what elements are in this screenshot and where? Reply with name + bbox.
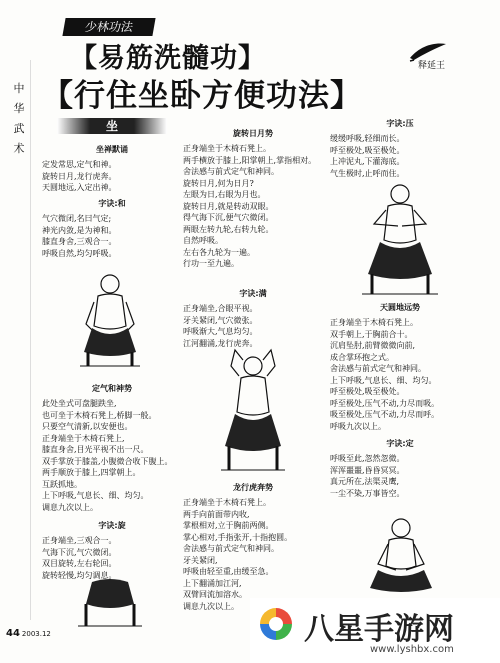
text-line: 调息九次以上。 bbox=[42, 502, 98, 512]
text-line: 膝直身舍,目光平视不出一尺。 bbox=[42, 445, 149, 454]
text-line: 调息九次以上。 bbox=[183, 601, 239, 611]
text-line: 两眼左转九轮,右转九轮。 bbox=[183, 224, 274, 234]
seated-figure-illustration bbox=[70, 576, 150, 628]
page-number bbox=[6, 628, 51, 639]
text-line: 舍法感与前式定气和神同。 bbox=[183, 544, 279, 553]
seated-figure-meditation-illustration bbox=[356, 514, 446, 594]
text-line: 神光内敛,是为神和。 bbox=[42, 225, 117, 235]
text-line: 双臂回流加溶水。 bbox=[183, 590, 247, 599]
text-line: 此处坐式可盘腿跌坐, bbox=[42, 399, 117, 408]
text-line: 旋转日月,何为日月? bbox=[183, 178, 254, 188]
block-heading: 坐禅默诵 bbox=[96, 145, 128, 154]
text-line: 自然呼吸。 bbox=[183, 236, 223, 245]
text-line: 两手横放于膝上,阳掌朝上,掌指相对。 bbox=[183, 155, 317, 165]
column-1 bbox=[42, 118, 182, 580]
block-heading: 字诀:旋 bbox=[98, 521, 126, 530]
text-line: 互跃抓地。 bbox=[42, 479, 82, 489]
text-line: 正身端坐于木椅石凳上。 bbox=[183, 498, 271, 507]
section-banner-sit: 坐 bbox=[57, 118, 167, 134]
text-line: 旋转日月,龙行虎奔。 bbox=[42, 171, 117, 181]
text-line: 两手顺放于膝上,四掌朝上。 bbox=[42, 468, 141, 477]
margin-glyph: 华 bbox=[13, 102, 25, 115]
text-line: 气生极时,止呼而住。 bbox=[330, 168, 405, 178]
text-line: 旋转日月,就是转动双眼。 bbox=[183, 201, 274, 211]
text-line: 舍法感与前式定气和神同。 bbox=[330, 364, 426, 373]
text-line: 左眼为日,右眼为月也。 bbox=[183, 190, 266, 199]
block-heading: 旋转日月势 bbox=[233, 129, 273, 138]
text-line: 两手向前面带内收, bbox=[183, 509, 250, 519]
margin-glyph: 中 bbox=[13, 82, 25, 95]
seated-figure-palms-together-illustration bbox=[352, 178, 448, 298]
text-line: 浑浑噩噩,昏昏冥冥。 bbox=[330, 465, 405, 475]
margin-glyph: 武 bbox=[13, 122, 25, 135]
site-logo-icon bbox=[256, 604, 296, 644]
block-heading: 字诀:定 bbox=[386, 439, 414, 448]
text-line: 得气海下沉,便气穴微闭。 bbox=[183, 213, 274, 222]
text-line: 定发常思,定气和神。 bbox=[42, 160, 117, 169]
text-line: 上下呼吸,气息长、细、均匀。 bbox=[42, 491, 149, 500]
text-line: 双手朝上,于胸前合十。 bbox=[330, 329, 413, 339]
text-line: 正身端坐于木椅石凳上。 bbox=[330, 318, 418, 327]
text-block bbox=[183, 128, 323, 270]
text-line: 呼至极处,吸至极处。 bbox=[330, 145, 405, 155]
text-line: 吸至极处,压气不动,力尽而呼。 bbox=[330, 410, 440, 419]
text-line: 成合掌环抱之式。 bbox=[330, 352, 394, 362]
block-heading: 龙行虎奔势 bbox=[233, 483, 273, 492]
text-line: 掌根相对,立于胸前两侧。 bbox=[183, 521, 274, 530]
block-heading: 天圆地远势 bbox=[380, 303, 420, 312]
text-line: 舍法感与前式定气和神同。 bbox=[183, 167, 279, 176]
text-block bbox=[42, 144, 182, 194]
text-line: 行功一至九遍。 bbox=[183, 259, 239, 268]
text-line: 呼至极处,压气不动,力尽而吸。 bbox=[330, 398, 440, 408]
text-line: 掌心相对,手指张开,十指抱圆。 bbox=[183, 532, 293, 542]
page-number-value: 44 bbox=[6, 628, 20, 639]
text-line: 正身端坐,三观合一。 bbox=[42, 536, 117, 545]
text-line: 真元所在,法渠灵鹰, bbox=[330, 477, 400, 486]
block-heading: 定气和神势 bbox=[92, 384, 132, 393]
text-line: 呼吸至此,忽然忽微。 bbox=[330, 454, 405, 463]
text-line: 天圆地远,入定出神。 bbox=[42, 183, 117, 192]
text-line: 正身端坐,合眼平视。 bbox=[183, 304, 258, 313]
text-line: 左右各九轮为一遍。 bbox=[183, 247, 255, 257]
text-line: 气穴微闭,名曰气定; bbox=[42, 214, 112, 223]
text-line: 牙关紧闭, bbox=[183, 555, 218, 565]
block-heading: 字诀:和 bbox=[98, 199, 126, 208]
text-line: 上冲泥丸,下灌海底。 bbox=[330, 157, 405, 166]
text-block bbox=[183, 288, 323, 349]
block-heading: 字诀:压 bbox=[386, 119, 414, 128]
text-line: 正身端坐于木椅石凳上。 bbox=[183, 144, 271, 153]
text-block bbox=[42, 520, 182, 581]
seated-figure-illustration bbox=[70, 268, 150, 368]
text-line: 呼吸渐大,气息均匀。 bbox=[183, 327, 258, 336]
text-block bbox=[330, 302, 470, 432]
left-margin-strip bbox=[8, 60, 31, 620]
article-subtitle: 【行住坐卧方便功法】 bbox=[42, 78, 362, 114]
watermark-text: 八星手游网 bbox=[304, 612, 454, 647]
article-title: 【易筋洗髓功】 bbox=[70, 43, 266, 74]
text-block bbox=[42, 198, 182, 259]
text-line: 上下呼吸,气息长、细、均匀。 bbox=[330, 375, 437, 385]
text-line: 膝直身舍,三观合一。 bbox=[42, 237, 117, 246]
text-line: 呼吸自然,均匀呼吸。 bbox=[42, 248, 117, 258]
block-heading: 字诀:满 bbox=[239, 289, 267, 298]
text-line: 双目旋转,左右轮回。 bbox=[42, 559, 117, 568]
text-line: 缓缓呼吸,轻细而长。 bbox=[330, 134, 405, 143]
text-line: 正身端坐于木椅石凳上, bbox=[42, 433, 125, 443]
text-block bbox=[183, 482, 323, 612]
margin-glyph: 术 bbox=[13, 142, 25, 155]
issue-date: 2003.12 bbox=[21, 630, 51, 638]
text-line: 呼至极处,吸至极处。 bbox=[330, 387, 405, 396]
site-watermark bbox=[250, 598, 500, 663]
text-line: 气海下沉,气穴微闭。 bbox=[42, 547, 117, 557]
text-line: 上下翻涌加江河, bbox=[183, 578, 242, 588]
seated-figure-hands-raised-illustration bbox=[213, 346, 293, 476]
text-block bbox=[330, 438, 470, 499]
text-line: 江河翻涌,龙行虎奔。 bbox=[183, 338, 258, 348]
text-line: 也可坐于木椅石凳上,桥脚一般。 bbox=[42, 410, 157, 420]
text-block bbox=[42, 383, 182, 513]
text-line: 一尘不染,万事皆空。 bbox=[330, 488, 405, 498]
text-line: 只要空气清新,以安便也。 bbox=[42, 422, 133, 431]
text-line: 呼吸九次以上。 bbox=[330, 421, 386, 431]
text-line: 呼吸由轻至重,由缓至急。 bbox=[183, 567, 274, 576]
author-name: 释延王 bbox=[418, 61, 446, 71]
watermark-url: www.lyshbx.com bbox=[370, 644, 454, 655]
text-line: 沉肩坠肘,前臂微微向前, bbox=[330, 341, 416, 350]
author-block bbox=[404, 40, 474, 72]
text-line: 旋转轻慢,均匀调息。 bbox=[42, 570, 117, 580]
section-kicker: 少林功法 bbox=[62, 18, 155, 36]
text-line: 双手掌放于膝盖,小腹微合收下腹上。 bbox=[42, 456, 173, 466]
text-block bbox=[330, 118, 470, 179]
text-line: 牙关紧闭,气穴微张。 bbox=[183, 315, 258, 325]
